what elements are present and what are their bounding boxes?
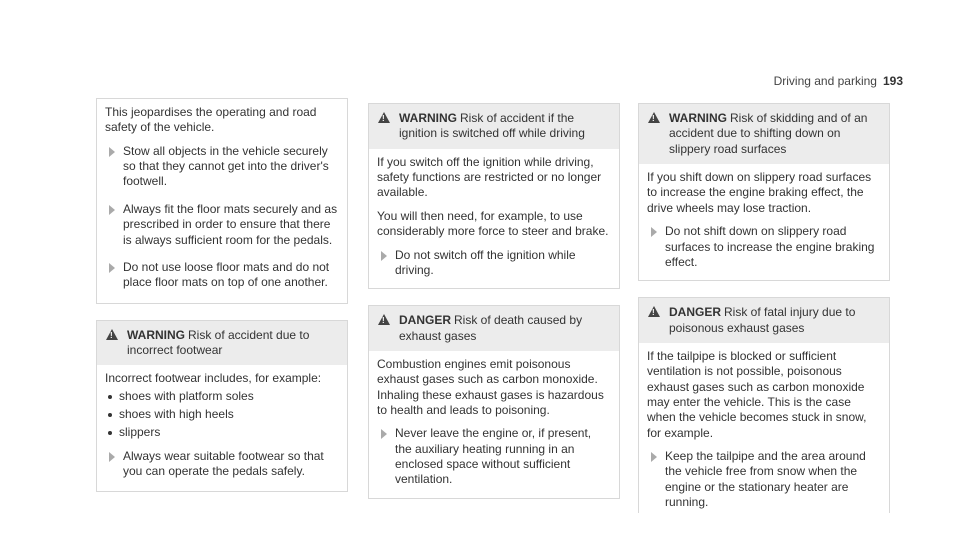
step-item: Do not use loose floor mats and do not place floor mats on top of one another. — [105, 260, 339, 291]
warning-header — [369, 104, 619, 149]
bullet-icon — [108, 431, 112, 435]
page-number: 193 — [882, 74, 903, 88]
warning-header — [97, 321, 347, 366]
column-2 — [368, 103, 620, 515]
warning-triangle-icon — [106, 329, 118, 340]
warning-header — [639, 104, 889, 164]
danger-text: If the tailpipe is blocked or sufficient ventilation is not possible, poisonous exhaust gases such as carbon monoxide may enter the vehicle. This is the case when the vehicle becomes stuck in snow, for example. — [647, 348, 867, 440]
ignition-warning — [368, 103, 620, 289]
footwear-list — [105, 389, 339, 441]
notice-text: This jeopardises the operating and road safety of the vehicle. — [105, 105, 317, 135]
section-title: Driving and parking — [773, 74, 877, 88]
danger-title: Risk of death caused by exhaust gases — [399, 313, 583, 343]
warning-title: Risk of accident due to incorrect footwear — [127, 327, 310, 357]
bullet-icon — [108, 395, 112, 399]
danger-title: Risk of fatal injury due to poisonous exhaust gases — [669, 305, 856, 335]
step-arrow-icon — [651, 452, 657, 462]
warning-triangle-icon — [378, 112, 390, 123]
footwear-warning — [96, 320, 348, 493]
step-item: Stow all objects in the vehicle securely so that they cannot get into the driver's footwell. — [105, 144, 339, 190]
step-arrow-icon — [109, 205, 115, 215]
warning-text: You will then need, for example, to use considerably more force to steer and brake. — [377, 208, 609, 239]
step-item: Always fit the floor mats securely and as prescribed in order to ensure that there is always sufficient room for the pedals. — [105, 202, 339, 248]
danger-header — [369, 306, 619, 351]
warning-triangle-icon — [648, 306, 660, 317]
tailpipe-danger — [638, 297, 890, 512]
warning-triangle-icon — [648, 112, 660, 123]
step-arrow-icon — [651, 227, 657, 237]
step-item: Keep the tailpipe and the area around the vehicle free from snow when the engine or the stationary heater are running. — [647, 449, 881, 510]
step-item: Never leave the engine or, if present, the auxiliary heating running in an enclosed space without sufficient ventilation. — [377, 426, 611, 487]
warning-text: If you switch off the ignition while driving, safety functions are restricted or no longer available. — [377, 154, 602, 200]
step-item: Always wear suitable footwear so that you can operate the pedals safely. — [105, 449, 339, 480]
warning-text: If you shift down on slippery road surfaces to increase the engine braking effect, the drive wheels may lose traction. — [647, 170, 872, 215]
warning-keyword: WARNING — [127, 327, 185, 342]
danger-keyword: DANGER — [669, 305, 722, 320]
warning-title: Risk of accident if the ignition is switched off while driving — [399, 111, 585, 141]
danger-keyword: DANGER — [399, 313, 452, 328]
skidding-warning — [638, 103, 890, 281]
list-item: shoes with platform soles — [105, 389, 339, 404]
column-1 — [96, 98, 348, 508]
step-item: Do not switch off the ignition while driving. — [377, 248, 611, 279]
page-header — [774, 74, 903, 89]
warning-keyword: WARNING — [399, 111, 457, 125]
warning-keyword: WARNING — [669, 111, 727, 125]
step-arrow-icon — [109, 452, 115, 462]
step-arrow-icon — [381, 251, 387, 261]
floor-mat-notice — [96, 98, 348, 304]
warning-triangle-icon — [378, 314, 390, 325]
danger-header — [639, 298, 889, 343]
danger-text: Combustion engines emit poisonous exhaust gases such as carbon monoxide. Inhaling these exhaust gases is hazardous to health and leads to poisoning. — [377, 356, 604, 418]
step-item: Do not shift down on slippery road surfaces to increase the engine braking effect. — [647, 224, 881, 270]
bullet-icon — [108, 413, 112, 417]
column-3 — [638, 103, 890, 529]
list-item: shoes with high heels — [105, 407, 339, 422]
warning-title: Risk of skidding and of an accident due to shifting down on slippery road surfaces — [669, 111, 868, 156]
step-arrow-icon — [109, 147, 115, 157]
exhaust-danger — [368, 305, 620, 499]
step-arrow-icon — [381, 429, 387, 439]
list-item: slippers — [105, 425, 339, 440]
warning-intro: Incorrect footwear includes, for example: — [105, 371, 322, 386]
step-arrow-icon — [109, 263, 115, 273]
